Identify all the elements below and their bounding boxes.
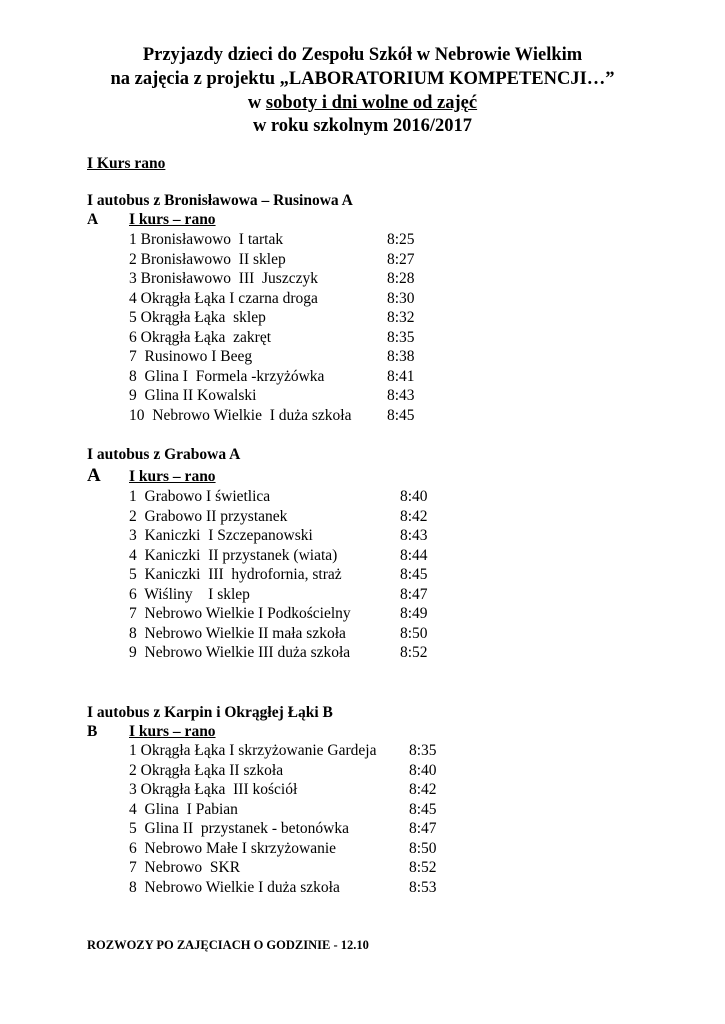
stop-name: 1 Okrągła Łąka I skrzyżowanie Gardeja [129, 742, 377, 759]
stop-name: 1 Grabowo I świetlica [129, 488, 271, 505]
stop-name: 6 Nebrowo Małe I skrzyżowanie [129, 839, 337, 857]
section-1-letter: A [87, 211, 99, 228]
stop-name: 2 Grabowo II przystanek [129, 507, 288, 525]
stop-time: 8:42 [400, 507, 428, 525]
stop-time: 8:50 [400, 624, 428, 642]
section-3-heading: I autobus z Karpin i Okrągłej Łąki B [87, 704, 333, 721]
stop-time: 8:41 [387, 367, 415, 385]
stop-name: 9 Nebrowo Wielkie III duża szkoła [129, 644, 351, 661]
stop-time: 8:47 [409, 820, 437, 837]
section-2-kurs: I kurs – rano [129, 468, 216, 485]
stop-name: 4 Okrągła Łąka I czarna droga [129, 289, 318, 307]
return-time-note: ROZWOZY PO ZAJĘCIACH O GODZINIE - 12.10 [87, 938, 369, 952]
stop-name: 8 Nebrowo Wielkie I duża szkoła [129, 878, 340, 896]
stop-name: 5 Glina II przystanek - betonówka [129, 820, 349, 837]
stop-time: 8:43 [387, 387, 415, 404]
stop-time: 8:53 [409, 878, 437, 896]
stop-time: 8:32 [387, 309, 415, 326]
stop-time: 8:43 [400, 527, 428, 544]
stop-time: 8:52 [409, 859, 437, 876]
title-line-3-underlined: soboty i dni wolne od zajęć [265, 93, 478, 113]
section-2-heading: I autobus z Grabowa A [87, 446, 241, 463]
stop-time: 8:47 [400, 585, 428, 603]
stop-name: 6 Wiśliny I sklep [129, 585, 250, 603]
stop-name: 4 Glina I Pabian [129, 800, 238, 818]
stop-time: 8:50 [409, 839, 437, 857]
stop-name: 5 Kaniczki III hydrofornia, straż [129, 566, 342, 583]
main-heading: I Kurs rano [87, 155, 166, 172]
stop-time: 8:27 [387, 250, 415, 268]
title-line-2: na zajęcia z projektu „LABORATORIUM KOMPETENCJI…” [110, 69, 615, 89]
stop-time: 8:28 [387, 270, 415, 287]
stop-name: 9 Glina II Kowalski [129, 387, 257, 404]
stop-name: 7 Nebrowo SKR [129, 859, 241, 876]
stop-time: 8:42 [409, 781, 437, 798]
stop-time: 8:40 [400, 488, 428, 505]
section-1-kurs: I kurs – rano [129, 211, 216, 228]
stop-name: 3 Kaniczki I Szczepanowski [129, 527, 313, 544]
stop-name: 2 Bronisławowo II sklep [129, 250, 286, 268]
stop-name: 10 Nebrowo Wielkie I duża szkoła [129, 406, 352, 424]
section-2-letter: A [87, 465, 101, 486]
title-line-4: w roku szkolnym 2016/2017 [252, 116, 473, 136]
stop-name: 6 Okrągła Łąka zakręt [129, 328, 272, 346]
stop-name: 3 Okrągła Łąka III kościół [129, 781, 298, 798]
stop-name: 2 Okrągła Łąka II szkoła [129, 761, 284, 779]
stop-time: 8:38 [387, 348, 415, 365]
stop-name: 8 Nebrowo Wielkie II mała szkoła [129, 624, 346, 642]
stop-name: 3 Bronisławowo III Juszczyk [129, 270, 318, 287]
stop-name: 1 Bronisławowo I tartak [129, 231, 284, 248]
stop-time: 8:45 [387, 406, 415, 424]
stop-name: 4 Kaniczki II przystanek (wiata) [129, 546, 338, 564]
stop-name: 8 Glina I Formela -krzyżówka [129, 367, 325, 385]
stop-name: 7 Nebrowo Wielkie I Podkościelny [129, 605, 351, 622]
title-line-3 [0, 93, 725, 114]
stop-time: 8:49 [400, 605, 428, 622]
stop-time: 8:30 [387, 289, 415, 307]
stop-time: 8:25 [387, 231, 415, 248]
stop-time: 8:35 [387, 328, 415, 346]
title-line-1: Przyjazdy dzieci do Zespołu Szkół w Nebrowie Wielkim [142, 45, 583, 65]
title-line-3-prefix: w [247, 93, 266, 113]
section-3-letter: B [87, 723, 98, 740]
stop-name: 7 Rusinowo I Beeg [129, 348, 253, 365]
stop-time: 8:44 [400, 546, 428, 564]
stop-time: 8:35 [409, 742, 437, 759]
stop-name: 5 Okrągła Łąka sklep [129, 309, 266, 326]
section-1-heading: I autobus z Bronisławowa – Rusinowa A [87, 192, 353, 209]
section-3-kurs: I kurs – rano [129, 723, 216, 740]
stop-time: 8:40 [409, 761, 437, 779]
stop-time: 8:45 [400, 566, 428, 583]
stop-time: 8:45 [409, 800, 437, 818]
stop-time: 8:52 [400, 644, 428, 661]
